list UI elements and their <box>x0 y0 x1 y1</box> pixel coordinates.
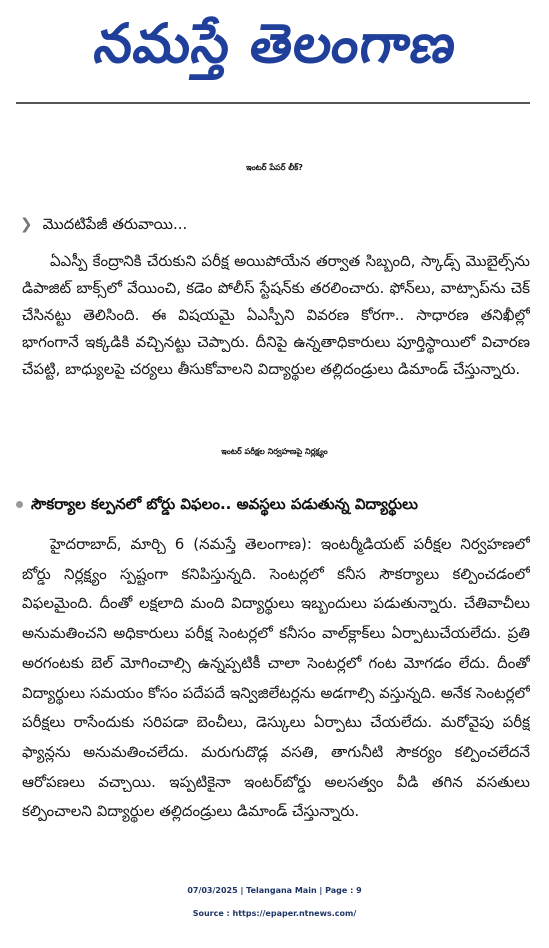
edition-info: 07/03/2025 | Telangana Main | Page : 9 <box>187 886 362 895</box>
article-headline: ఇంటర్ పేపర్ లీక్? <box>246 163 303 172</box>
second-article-headline: ఇంటర్ పరీక్షల నిర్వహణపై నిర్లక్ష్యం <box>221 447 328 456</box>
second-article-body: హైదరాబాద్, మార్చి 6 (నమస్తే తెలంగాణ): ఇంటర్మీడియట్ పరీక్షల నిర్వహణలో బోర్డు నిర్లక్ష్యం స్పష్టంగా కనిపిస్తున్నది. సెంటర్లలో కనీస సౌకర్యాలు కల్పించడంలో విఫలమైంది. దీంతో లక్షలాది మంది విద్యార్థులు ఇబ్బందులు పడుతున్నారు. చేతివాచీలు అనుమతించని అధికారులు పరీక్ష సెంటర్లలో కనీసం వాల్‌క్లాక్‌లు ఏర్పాటుచేయలేదు. ప్రతి అరగంటకు బెల్ మోగించాల్సి ఉన్నప్పటికీ చాలా సెంటర్లలో గంట మోగడం లేదు. దీంతో విద్యార్థులు సమయం కోసం పదేపదే ఇన్విజిలేటర్లను అడగాల్సి వస్తున్నది. అనేక సెంటర్లలో పరీక్షలు రాసేందుకు సరిపడా బెంచీలు, డెస్కులు ఏర్పాటు చేయలేదు. మరోవైపు పరీక్ష ఫ్యాన్లను అనుమతించలేదు. మరుగుదొడ్ల వసతి, తాగునీటి సౌకర్యం కల్పించలేదనే ఆరోపణలు వచ్చాయి. ఇప్పటికైనా ఇంటర్‌బోర్డు అలసత్వం వీడి తగిన వసతులు కల్పించాలని విద్యార్థుల తల్లిదండ్రులు డిమాండ్ చేస్తున్నారు. <box>22 535 530 821</box>
bullet-dot-icon <box>16 501 23 508</box>
continuation-kicker <box>20 214 187 234</box>
source-link[interactable]: Source : https://epaper.ntnews.com/ <box>192 909 357 918</box>
kicker-label: మొదటిపేజీ తరువాయి... <box>42 215 188 233</box>
masthead-divider <box>16 102 530 104</box>
subheadline-text: సౌకర్యాల కల్పనలో బోర్డు విఫలం.. అవస్థలు పడుతున్న విద్యార్థులు <box>31 495 418 513</box>
second-article-subheadline <box>16 494 536 514</box>
masthead-title: నమస్తే తెలంగాణ <box>90 11 461 75</box>
chevron-right-icon: ❯ <box>20 215 33 233</box>
masthead <box>0 0 549 100</box>
article-body: ఏఎస్పీ కేంద్రానికి చేరుకుని పరీక్ష అయిపోయేన తర్వాత సిబ్బంది, స్కాడ్స్ మొబైల్స్‌ను డిపాజిట్ బాక్స్‌లో వేయించి, కడెం పోలీస్ స్టేషన్‌కు తరలించారు. ఫోన్‌లు, వాట్సాప్‌ను చెక్ చేసినట్టు తెలిసింది. ఈ విషయమై ఏఎస్పీని వివరణ కోరగా.. సాధారణ తనిఖీల్లో భాగంగానే ఇక్కడికి వచ్చినట్టు చెప్పారు. దీనిపై ఉన్నతాధికారులు పూర్తిస్థాయిలో విచారణ చేపట్టి, బాధ్యులపై చర్యలు తీసుకోవాలని విద్యార్థుల తల్లిదండ్రులు డిమాండ్ చేస్తున్నారు. <box>22 252 530 378</box>
